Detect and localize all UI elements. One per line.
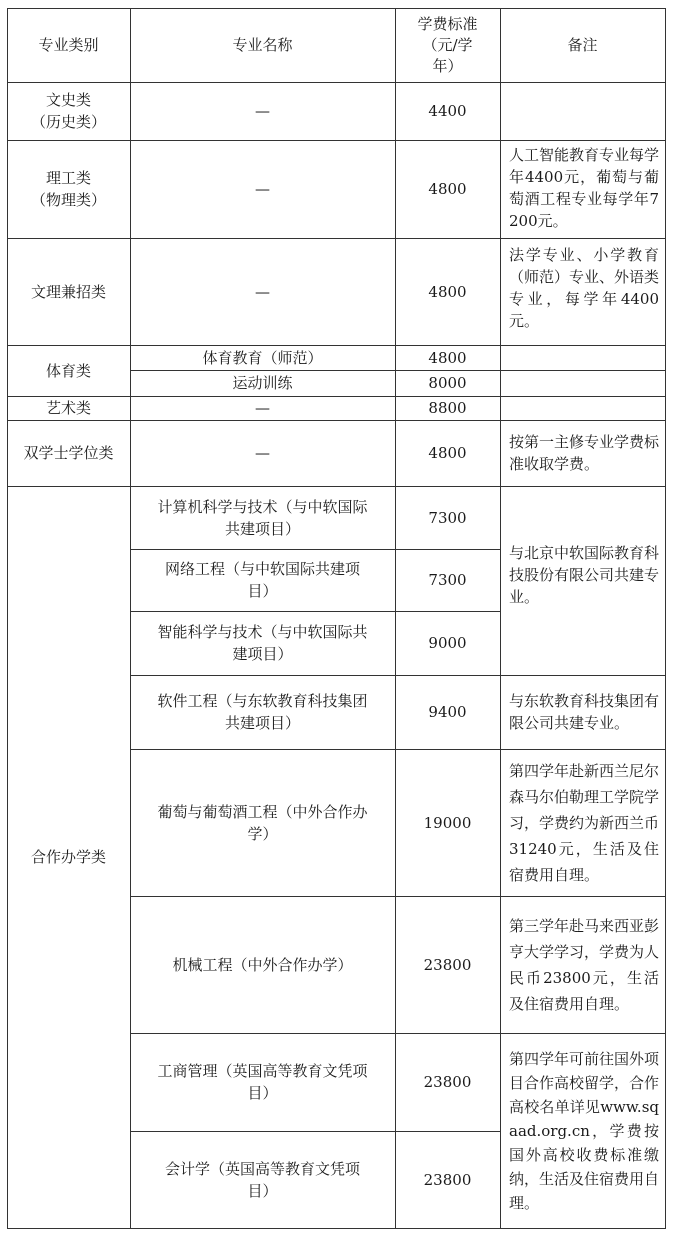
major-cell: 会计学（英国高等教育文凭项 目） xyxy=(164,1159,360,1200)
fee-cell: 4400 xyxy=(428,102,467,120)
fee-cell: 23800 xyxy=(423,1073,472,1091)
major-cell: — xyxy=(255,180,270,198)
major-cell: — xyxy=(255,444,270,462)
fee-cell: 9000 xyxy=(428,634,467,652)
major-cell: 计算机科学与技术（与中软国际 共建项目） xyxy=(157,497,368,538)
fee-cell: 8800 xyxy=(428,399,467,417)
fee-cell: 23800 xyxy=(423,955,472,974)
fee-cell: 8000 xyxy=(428,374,467,392)
tuition-table xyxy=(7,8,666,1229)
category-tiyu: 体育类 xyxy=(45,361,91,380)
fee-cell: 23800 xyxy=(423,1170,472,1189)
fee-cell: 4800 xyxy=(428,180,467,198)
category-shuangxuewei: 双学士学位类 xyxy=(23,444,114,462)
remark-cell: 第四学年可前往国外项目合作高校留学，合作高校名单详见www.sqaad.org.cn，学费按国外高校收费标准缴纳，生活及住宿费用自理。 xyxy=(509,1049,660,1212)
major-cell: 软件工程（与东软教育科技集团 共建项目） xyxy=(157,692,368,732)
fee-cell: 7300 xyxy=(428,571,467,589)
fee-cell: 19000 xyxy=(423,813,472,832)
major-cell: 葡萄与葡萄酒工程（中外合作办 学） xyxy=(157,802,368,843)
remark-cell: 第四学年赴新西兰尼尔森马尔伯勒理工学院学习，学费约为新西兰币31240元，生活及住宿费用自理。 xyxy=(509,761,660,884)
major-cell: 工商管理（英国高等教育文凭项 目） xyxy=(157,1062,368,1102)
fee-cell: 4800 xyxy=(428,282,467,301)
major-cell: 机械工程（中外合作办学） xyxy=(172,955,353,974)
fee-cell: 7300 xyxy=(428,508,467,527)
rule xyxy=(7,1228,666,1229)
header-remark: 备注 xyxy=(567,36,598,54)
major-cell: 网络工程（与中软国际共建项 目） xyxy=(164,560,360,600)
category-wenli: 文理兼招类 xyxy=(30,282,106,301)
header-category: 专业类别 xyxy=(38,36,99,54)
major-cell: — xyxy=(255,399,270,417)
header-fee: 学费标准 （元/学 年） xyxy=(417,14,478,75)
remark-cell: 人工智能教育专业每学年4400元，葡萄与葡萄酒工程专业每学年7200元。 xyxy=(509,146,660,230)
remark-cell: 与东软教育科技集团有限公司共建专业。 xyxy=(509,692,660,732)
remark-cell: 法学专业、小学教育（师范）专业、外语类专业，每学年4400元。 xyxy=(509,246,660,330)
major-cell: 智能科学与技术（与中软国际共 建项目） xyxy=(157,623,368,663)
major-cell: — xyxy=(255,282,270,301)
category-hezuo: 合作办学类 xyxy=(30,848,106,866)
major-cell: 体育教育（师范） xyxy=(202,348,323,367)
header-major: 专业名称 xyxy=(232,36,293,54)
major-cell: 运动训练 xyxy=(232,374,293,392)
remark-cell: 按第一主修专业学费标准收取学费。 xyxy=(509,433,660,473)
category-ligong: 理工类 （物理类） xyxy=(30,169,106,209)
fee-cell: 4800 xyxy=(428,444,467,462)
category-yishu: 艺术类 xyxy=(45,399,91,417)
category-wenshi: 文史类 （历史类） xyxy=(30,91,106,131)
rule xyxy=(665,8,666,1229)
remark-cell: 与北京中软国际教育科技股份有限公司共建专业。 xyxy=(509,544,660,606)
remark-cell: 第三学年赴马来西亚彭亨大学学习，学费为人民币23800元，生活及住宿费用自理。 xyxy=(509,916,660,1013)
fee-cell: 9400 xyxy=(428,703,467,721)
fee-cell: 4800 xyxy=(428,348,467,367)
major-cell: — xyxy=(255,102,270,120)
